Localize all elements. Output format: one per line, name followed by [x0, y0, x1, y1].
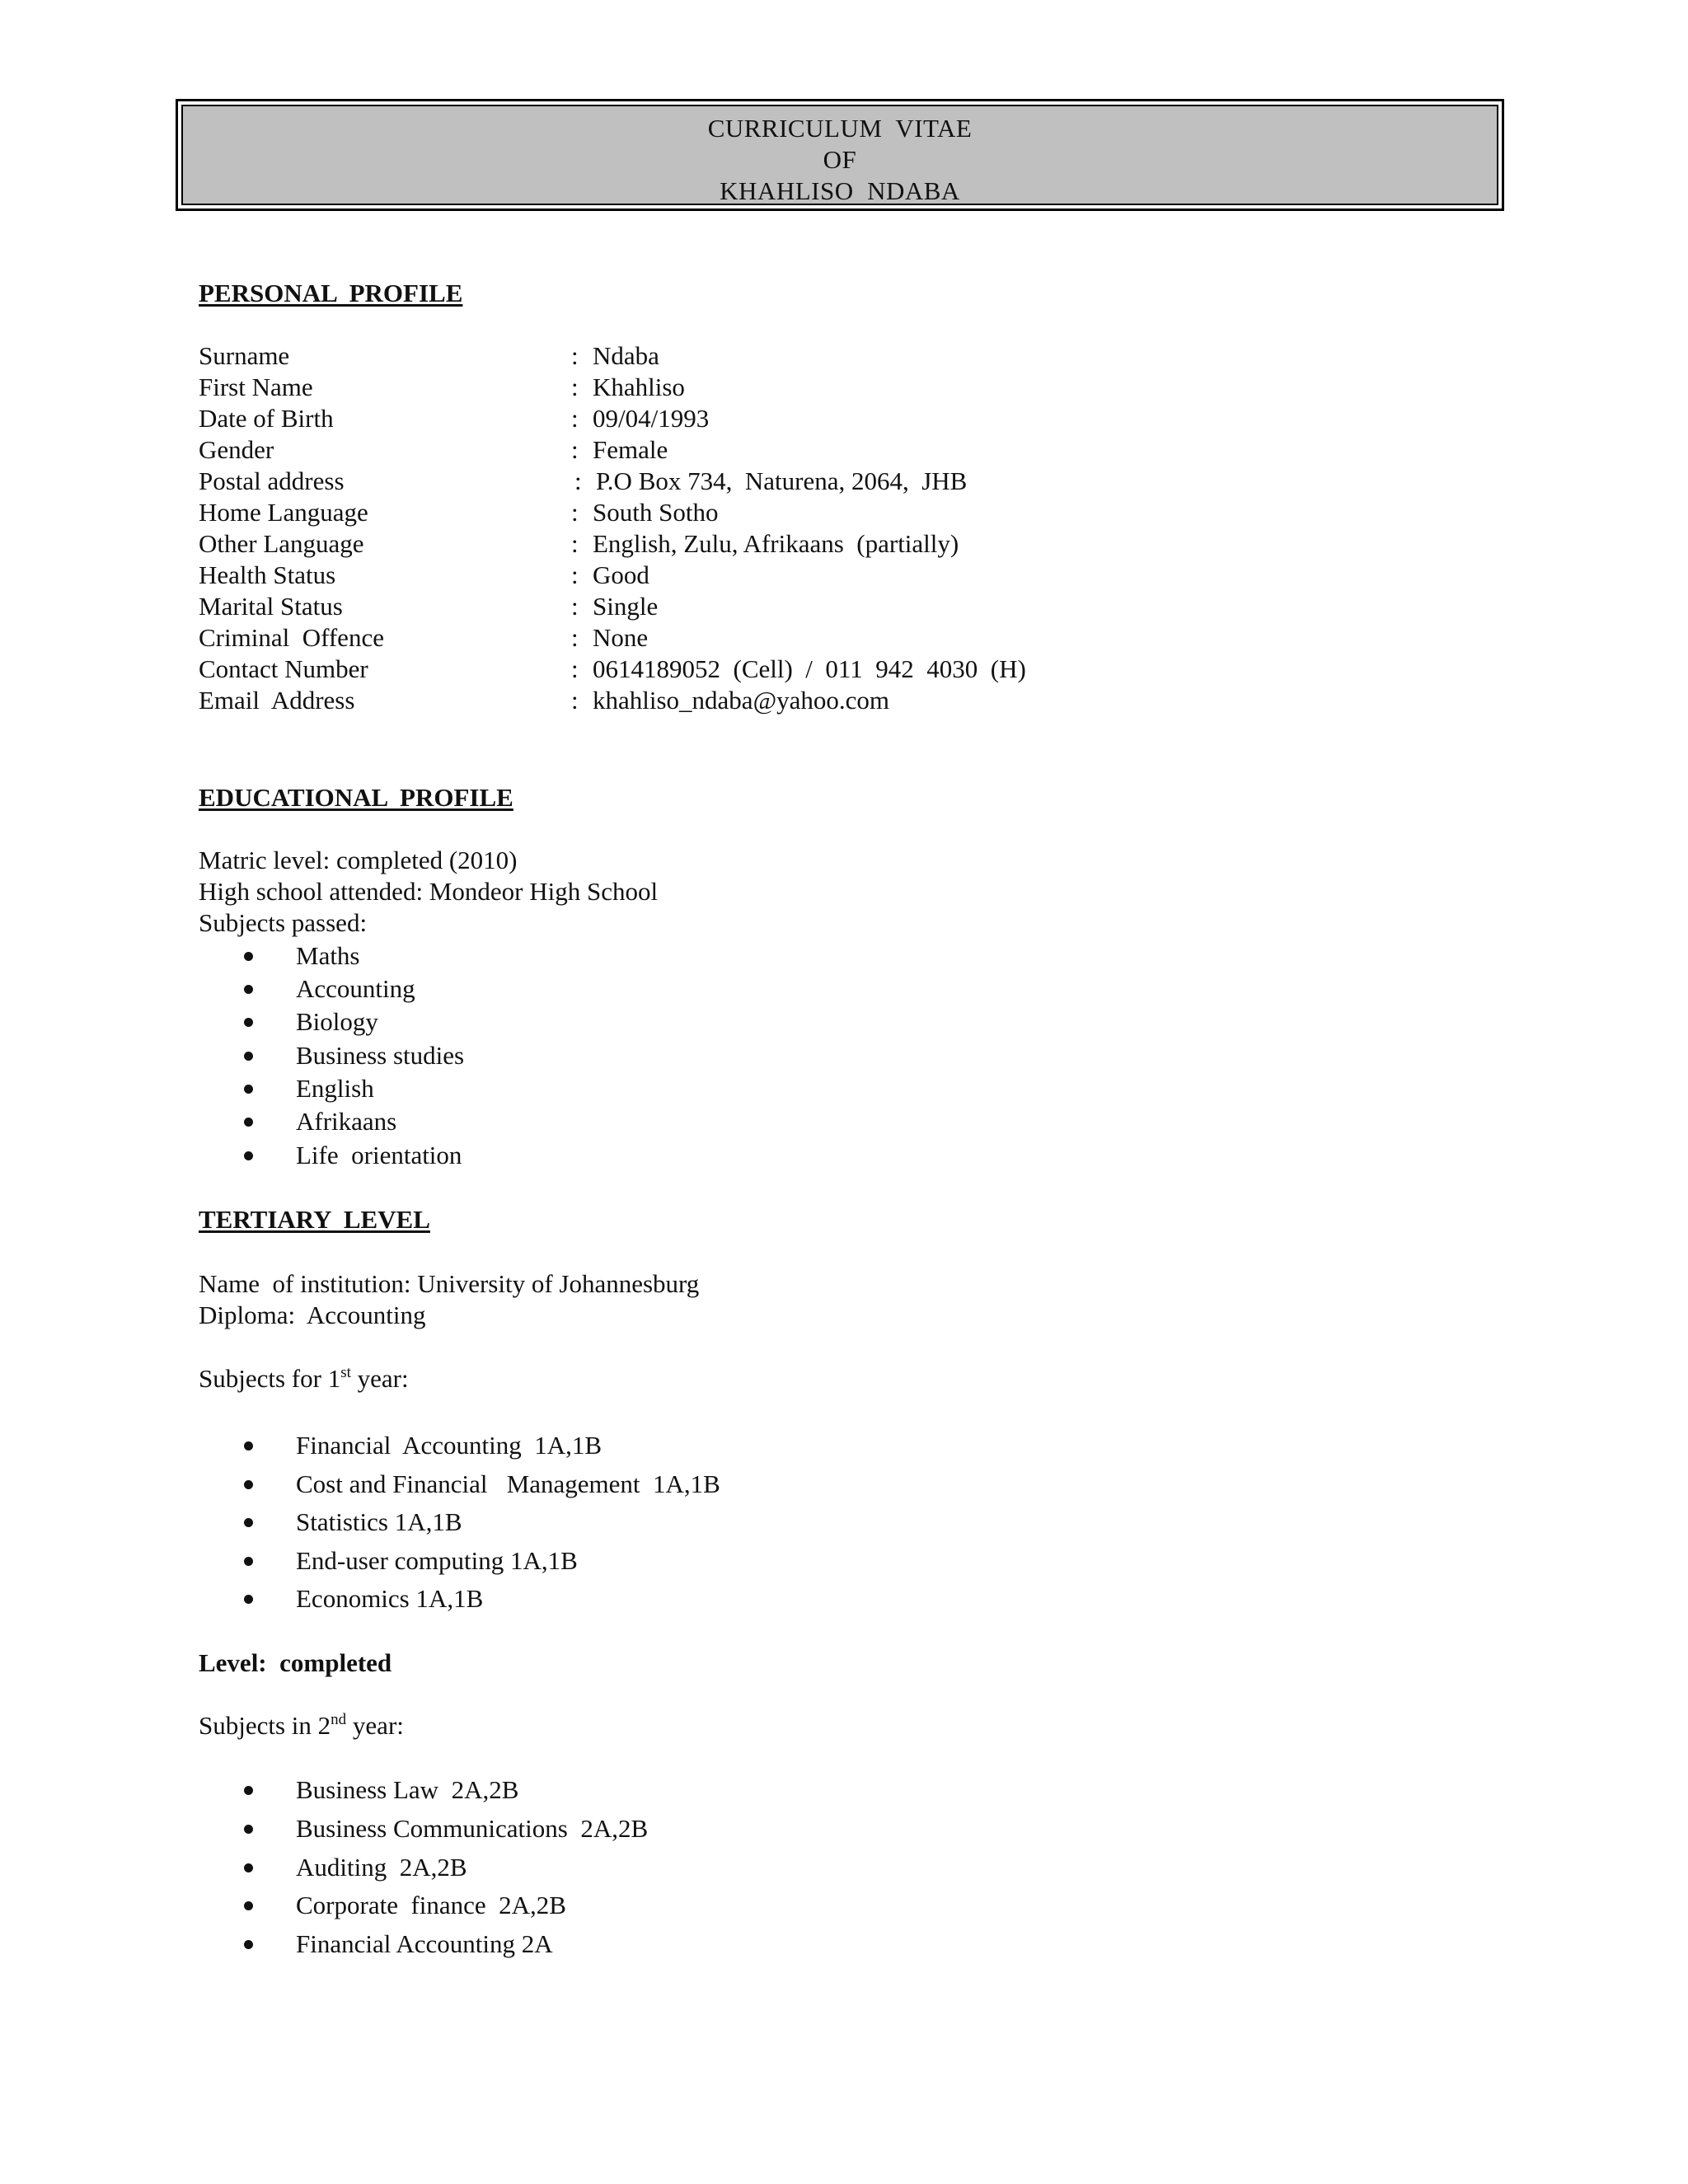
profile-colon: :: [571, 560, 579, 589]
diploma: Diploma: Accounting: [199, 1301, 426, 1329]
profile-key: Email Address: [199, 686, 355, 715]
profile-value: 09/04/1993: [593, 404, 710, 433]
list-item-text: Cost and Financial Management 1A,1B: [296, 1469, 720, 1498]
profile-colon: :: [571, 654, 579, 683]
profile-colon: :: [571, 529, 579, 558]
profile-row-date-of-birth: [199, 404, 1353, 435]
list-item: [244, 1007, 378, 1040]
profile-colon: :: [571, 686, 579, 715]
institution-name: Name of institution: University of Johannesburg: [199, 1269, 700, 1298]
bullet-icon: [244, 1085, 253, 1094]
profile-key: Criminal Offence: [199, 623, 384, 652]
profile-key: First Name: [199, 373, 313, 401]
profile-colon: :: [571, 623, 579, 652]
list-item-text: Business Communications 2A,2B: [296, 1814, 649, 1843]
profile-key: Contact Number: [199, 654, 368, 683]
list-item: [244, 1107, 397, 1140]
profile-colon: :: [571, 341, 579, 370]
list-item-text: Financial Accounting 2A: [296, 1929, 553, 1958]
list-item: [244, 1891, 566, 1924]
profile-colon: :: [571, 592, 579, 621]
first-year-label-suffix: year:: [350, 1364, 409, 1393]
profile-colon: :: [571, 404, 579, 433]
second-year-label-sup: nd: [331, 1711, 347, 1728]
list-item: [244, 1929, 553, 1962]
list-item-text: English: [296, 1074, 374, 1103]
profile-key: Marital Status: [199, 592, 343, 621]
profile-value: Good: [593, 560, 649, 589]
subjects-passed-label: Subjects passed:: [199, 908, 368, 937]
profile-key: Surname: [199, 341, 290, 370]
bullet-icon: [244, 1863, 253, 1872]
bullet-icon: [244, 1786, 253, 1795]
profile-row-gender: [199, 435, 1353, 466]
list-item-text: Statistics 1A,1B: [296, 1507, 462, 1536]
list-item-text: Accounting: [296, 974, 415, 1003]
title-line-2: OF: [823, 145, 857, 174]
list-item: [244, 1814, 649, 1847]
profile-row-marital-status: [199, 592, 1353, 623]
bullet-icon: [244, 1940, 253, 1949]
list-item: [244, 1853, 467, 1886]
profile-value: None: [593, 623, 649, 652]
bullet-icon: [244, 985, 253, 994]
tertiary-level-heading: TERTIARY LEVEL: [199, 1205, 430, 1234]
list-item-text: Life orientation: [296, 1141, 462, 1169]
bullet-icon: [244, 1901, 253, 1910]
educational-profile-heading: EDUCATIONAL PROFILE: [199, 783, 513, 812]
cv-title-box: [176, 99, 1504, 211]
profile-value: Khahliso: [593, 373, 685, 401]
list-item: [244, 1041, 465, 1074]
profile-value: Female: [593, 435, 668, 464]
list-item-text: Maths: [296, 941, 360, 970]
list-item: [244, 1431, 603, 1464]
bullet-icon: [244, 952, 253, 961]
profile-colon: :: [574, 466, 582, 495]
cv-title-panel: [181, 105, 1498, 205]
bullet-icon: [244, 1557, 253, 1566]
list-item-text: Economics 1A,1B: [296, 1584, 484, 1613]
high-school-attended: High school attended: Mondeor High School: [199, 877, 659, 906]
profile-value: Single: [593, 592, 659, 621]
profile-value: South Sotho: [593, 498, 719, 527]
list-item-text: Afrikaans: [296, 1107, 397, 1136]
bullet-icon: [244, 1118, 253, 1127]
list-item-text: End-user computing 1A,1B: [296, 1546, 578, 1575]
list-item-text: Financial Accounting 1A,1B: [296, 1431, 603, 1460]
list-item: [244, 1507, 462, 1540]
list-item: [244, 1469, 720, 1502]
profile-row-home-language: [199, 498, 1353, 529]
profile-value: Ndaba: [593, 341, 659, 370]
first-year-label-prefix: Subjects for 1: [199, 1364, 341, 1393]
second-year-label-prefix: Subjects in 2: [199, 1711, 331, 1740]
profile-colon: :: [571, 373, 579, 401]
profile-row-contact-number: [199, 654, 1353, 686]
profile-value: 0614189052 (Cell) / 011 942 4030 (H): [593, 654, 1026, 683]
level-status: Level: completed: [199, 1648, 392, 1677]
bullet-icon: [244, 1018, 253, 1027]
profile-key: Postal address: [199, 466, 345, 495]
profile-colon: :: [571, 435, 579, 464]
bullet-icon: [244, 1480, 253, 1489]
profile-value: P.O Box 734, Naturena, 2064, JHB: [596, 466, 968, 495]
list-item-text: Corporate finance 2A,2B: [296, 1891, 566, 1919]
list-item: [244, 1074, 374, 1107]
profile-row-surname: [199, 341, 1353, 373]
list-item-text: Biology: [296, 1007, 378, 1036]
profile-value: English, Zulu, Afrikaans (partially): [593, 529, 959, 558]
bullet-icon: [244, 1825, 253, 1834]
bullet-icon: [244, 1595, 253, 1604]
list-item: [244, 941, 360, 974]
profile-row-first-name: [199, 373, 1353, 404]
profile-row-health-status: [199, 560, 1353, 592]
profile-row-postal-address: [199, 466, 1353, 498]
profile-key: Date of Birth: [199, 404, 334, 433]
list-item-text: Business Law 2A,2B: [296, 1775, 519, 1804]
list-item: [244, 974, 415, 1007]
profile-row-email-address: [199, 686, 1353, 717]
list-item: [244, 1546, 578, 1579]
first-year-subjects-label: [199, 1364, 409, 1394]
list-item-text: Auditing 2A,2B: [296, 1853, 467, 1882]
title-line-3: KHAHLISO NDABA: [720, 176, 960, 205]
personal-profile-heading: PERSONAL PROFILE: [199, 279, 463, 307]
bullet-icon: [244, 1518, 253, 1527]
title-line-1: CURRICULUM VITAE: [707, 114, 973, 143]
matric-level: Matric level: completed (2010): [199, 846, 518, 874]
list-item-text: Business studies: [296, 1041, 465, 1070]
profile-value: khahliso_ndaba@yahoo.com: [593, 686, 889, 715]
profile-key: Home Language: [199, 498, 368, 527]
profile-colon: :: [571, 498, 579, 527]
first-year-label-sup: st: [340, 1364, 351, 1381]
list-item: [244, 1775, 519, 1808]
profile-key: Health Status: [199, 560, 336, 589]
bullet-icon: [244, 1151, 253, 1160]
profile-row-other-language: [199, 529, 1353, 560]
profile-key: Gender: [199, 435, 274, 464]
profile-key: Other Language: [199, 529, 364, 558]
list-item: [244, 1584, 484, 1617]
profile-row-criminal-offence: [199, 623, 1353, 654]
second-year-label-suffix: year:: [346, 1711, 404, 1740]
list-item: [244, 1141, 462, 1174]
second-year-subjects-label: [199, 1711, 404, 1741]
bullet-icon: [244, 1052, 253, 1061]
bullet-icon: [244, 1441, 253, 1451]
